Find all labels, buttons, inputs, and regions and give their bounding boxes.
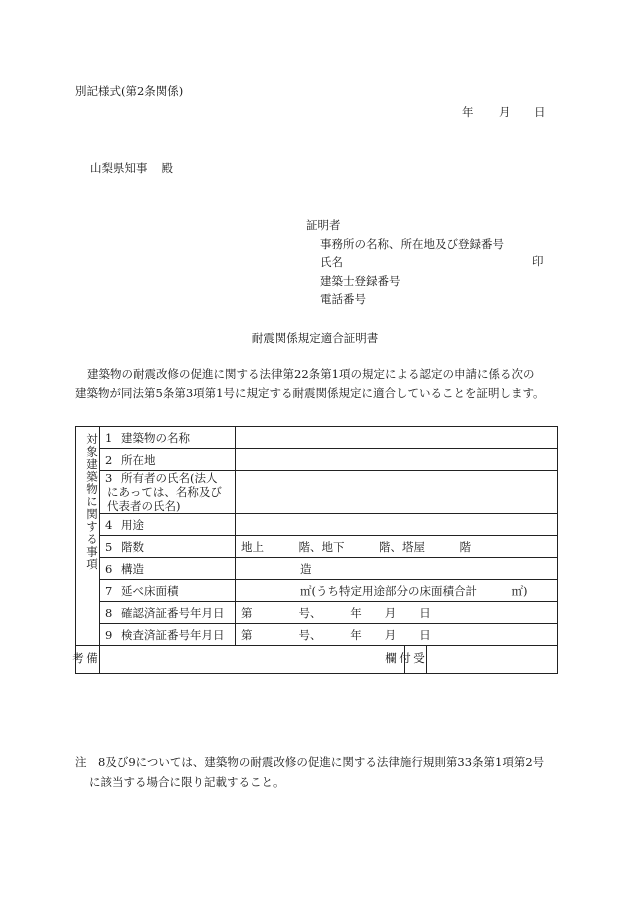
row-6-label <box>100 558 236 580</box>
body-text <box>75 365 561 403</box>
row-3-label-l2: にあっては、名称及び <box>107 485 222 499</box>
certifier-phone: 電話番号 <box>320 292 366 306</box>
row-8-value: 第 号、 年 月 日 <box>236 602 558 624</box>
row-4-label-text: 用途 <box>121 517 144 532</box>
row-7-value: ㎡(うち特定用途部分の床面積合計 ㎡) <box>236 580 558 602</box>
remarks-field[interactable] <box>100 646 405 674</box>
row-9-value: 第 号、 年 月 日 <box>236 624 558 646</box>
document-title: 耐震関係規定適合証明書 <box>251 331 379 345</box>
certifier-office: 事務所の名称、所在地及び登録番号 <box>320 236 504 251</box>
row-5-num: 5 <box>105 539 113 554</box>
reception-header: 受付欄 <box>405 646 427 674</box>
date-year-label: 年 <box>462 105 474 119</box>
row-2-num: 2 <box>105 452 113 467</box>
row-9-label-text: 検査済証番号年月日 <box>121 627 225 642</box>
date-month-label: 月 <box>499 105 511 119</box>
row-7-label-text: 延べ床面積 <box>121 583 179 598</box>
row-3-label-l1: 所有者の氏名(法人 <box>121 471 218 485</box>
certifier-name-label: 氏名 <box>320 255 343 269</box>
row-6-value: 造 <box>236 558 558 580</box>
row-8-label <box>100 602 236 624</box>
date-day-label: 日 <box>534 105 546 119</box>
addressee-honorific: 殿 <box>161 161 173 175</box>
addressee-name: 山梨県知事 <box>90 161 148 175</box>
row-3-num: 3 <box>105 471 113 485</box>
row-5-label <box>100 536 236 558</box>
row-2-label-text: 所在地 <box>121 452 156 467</box>
side-header: 対象建築物に関する事項 <box>76 427 100 646</box>
row-3-label-l3: 代表者の氏名) <box>107 499 181 513</box>
row-1-label <box>100 427 236 449</box>
row-4-label <box>100 514 236 536</box>
building-info-table <box>71 426 558 674</box>
row-6-num: 6 <box>105 561 113 576</box>
row-9-label <box>100 624 236 646</box>
row-8-num: 8 <box>105 605 113 620</box>
reception-field[interactable] <box>427 646 558 674</box>
body-line-1: 建築物の耐震改修の促進に関する法律第22条第1項の規定による認定の申請に係る次の <box>87 367 535 381</box>
row-4-value <box>236 514 558 536</box>
form-name: 別記様式(第2条関係) <box>75 84 184 98</box>
certifier-architect-no: 建築士登録番号 <box>320 273 401 288</box>
footnote <box>75 752 575 792</box>
certifier-block <box>306 216 504 309</box>
footnote-line-1: 注 8及び9については、建築物の耐震改修の促進に関する法律施行規則第33条第1項第2号 <box>75 755 545 769</box>
certifier-label: 証明者 <box>306 218 341 232</box>
row-5-label-text: 階数 <box>121 539 144 554</box>
row-3-value <box>236 471 558 514</box>
row-5-value: 地上 階、地下 階、塔屋 階 <box>236 536 558 558</box>
row-1-label-text: 建築物の名称 <box>121 430 190 445</box>
row-8-label-text: 確認済証番号年月日 <box>121 605 225 620</box>
seal-mark: 印 <box>532 254 544 268</box>
footnote-line-2: に該当する場合に限り記載すること。 <box>89 775 285 789</box>
row-7-num: 7 <box>105 583 113 598</box>
addressee <box>90 160 173 176</box>
row-2-label <box>100 449 236 471</box>
row-3-label <box>100 471 236 514</box>
body-line-2: 建築物が同法第5条第3項第1号に規定する耐震関係規定に適合していることを証明します。 <box>75 386 545 400</box>
row-1-value <box>236 427 558 449</box>
row-1-num: 1 <box>105 430 113 445</box>
row-7-label <box>100 580 236 602</box>
row-2-value <box>236 449 558 471</box>
row-9-num: 9 <box>105 627 113 642</box>
row-4-num: 4 <box>105 517 113 532</box>
row-6-label-text: 構造 <box>121 561 144 576</box>
remarks-header: 備考 <box>76 646 100 674</box>
